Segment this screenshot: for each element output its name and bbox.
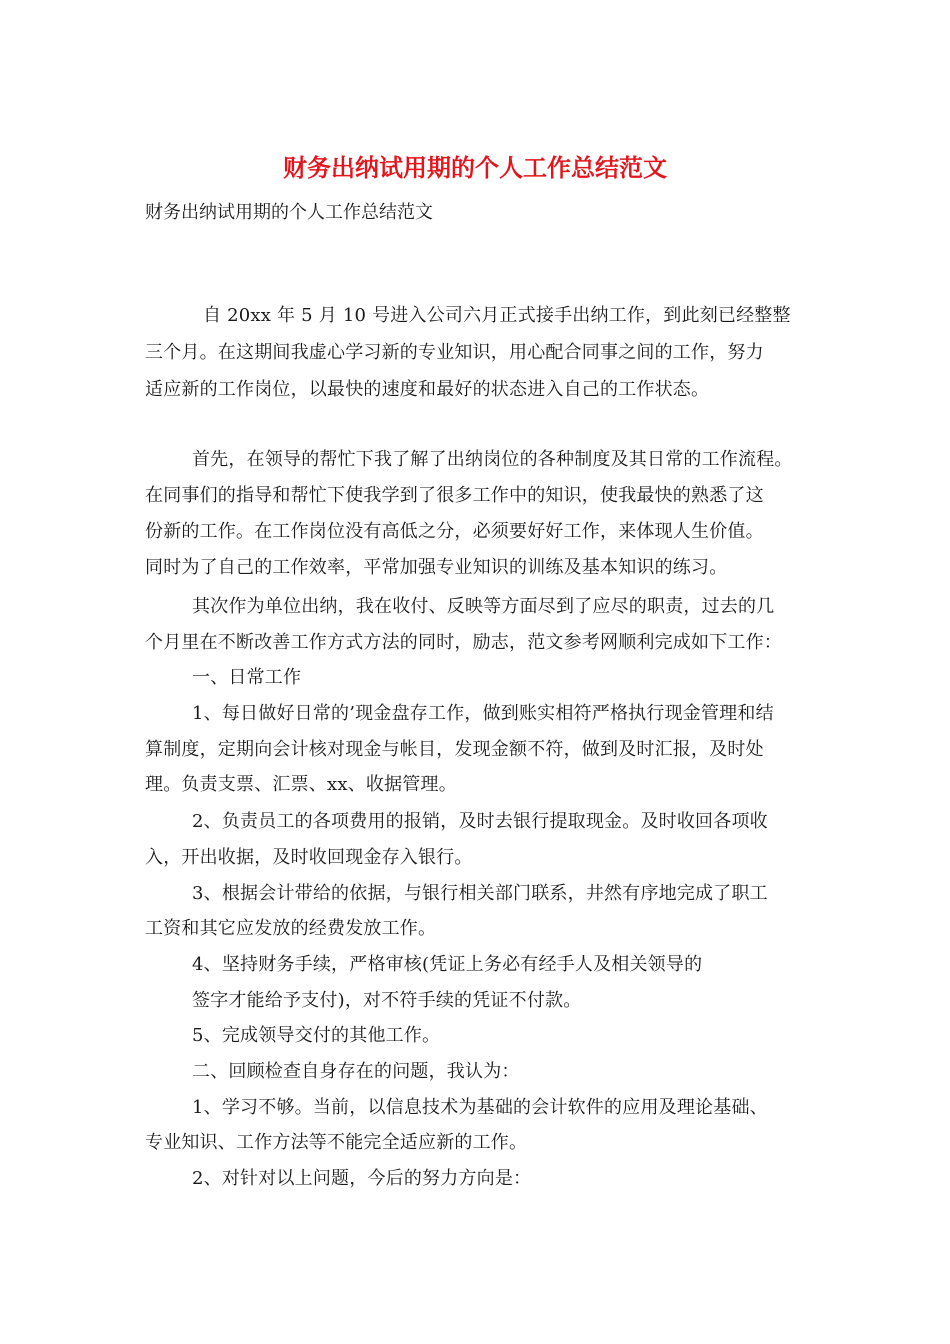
paragraph-line: 5、完成领导交付的其他工作。	[192, 1025, 441, 1046]
paragraph-line: 工资和其它应发放的经费发放工作。	[145, 918, 437, 939]
paragraph-line: 三个月。在这期间我虚心学习新的专业知识，用心配合同事之间的工作，努力	[145, 342, 764, 363]
paragraph-line: 4、坚持财务手续，严格审核(凭证上务必有经手人及相关领导的	[192, 954, 703, 975]
paragraph-line: 算制度，定期向会计核对现金与帐目，发现金额不符，做到及时汇报，及时处	[145, 739, 764, 760]
paragraph-line: 2、负责员工的各项费用的报销，及时去银行提取现金。及时收回各项收	[192, 811, 768, 832]
paragraph-line: 1、学习不够。当前，以信息技术为基础的会计软件的应用及理论基础、	[192, 1097, 768, 1118]
paragraph-line: 首先，在领导的帮忙下我了解了出纳岗位的各种制度及其日常的工作流程。	[192, 449, 793, 470]
document-subtitle: 财务出纳试用期的个人工作总结范文	[145, 202, 433, 223]
section-heading: 一、日常工作	[192, 667, 302, 688]
document-title: 财务出纳试用期的个人工作总结范文	[283, 153, 667, 182]
paragraph-line: 专业知识、工作方法等不能完全适应新的工作。	[145, 1132, 528, 1153]
paragraph-line: 其次作为单位出纳，我在收付、反映等方面尽到了应尽的职责，过去的几	[192, 596, 775, 617]
paragraph-line: 入，开出收据，及时收回现金存入银行。	[145, 847, 473, 868]
paragraph-line: 自 20xx 年 5 月 10 号进入公司六月正式接手出纳工作，到此刻已经整整	[203, 305, 791, 326]
paragraph-line: 适应新的工作岗位，以最快的速度和最好的状态进入自己的工作状态。	[145, 379, 710, 400]
section-heading: 二、回顾检查自身存在的问题，我认为：	[192, 1061, 520, 1082]
paragraph-line: 理。负责支票、汇票、xx、收据管理。	[145, 774, 457, 795]
paragraph-line: 1、每日做好日常的’现金盘存工作，做到账实相符严格执行现金管理和结	[192, 703, 774, 724]
paragraph-line: 份新的工作。在工作岗位没有高低之分，必须要好好工作，来体现人生价值。	[145, 521, 764, 542]
paragraph-line: 个月里在不断改善工作方式方法的同时，励志，范文参考网顺利完成如下工作：	[145, 632, 782, 653]
paragraph-line: 3、根据会计带给的依据，与银行相关部门联系，井然有序地完成了职工	[192, 883, 768, 904]
paragraph-line: 在同事们的指导和帮忙下使我学到了很多工作中的知识，使我最快的熟悉了这	[145, 485, 764, 506]
paragraph-line: 签字才能给予支付)，对不符手续的凭证不付款。	[192, 990, 582, 1011]
paragraph-line: 2、对针对以上问题，今后的努力方向是：	[192, 1168, 532, 1189]
paragraph-line: 同时为了自己的工作效率，平常加强专业知识的训练及基本知识的练习。	[145, 557, 728, 578]
